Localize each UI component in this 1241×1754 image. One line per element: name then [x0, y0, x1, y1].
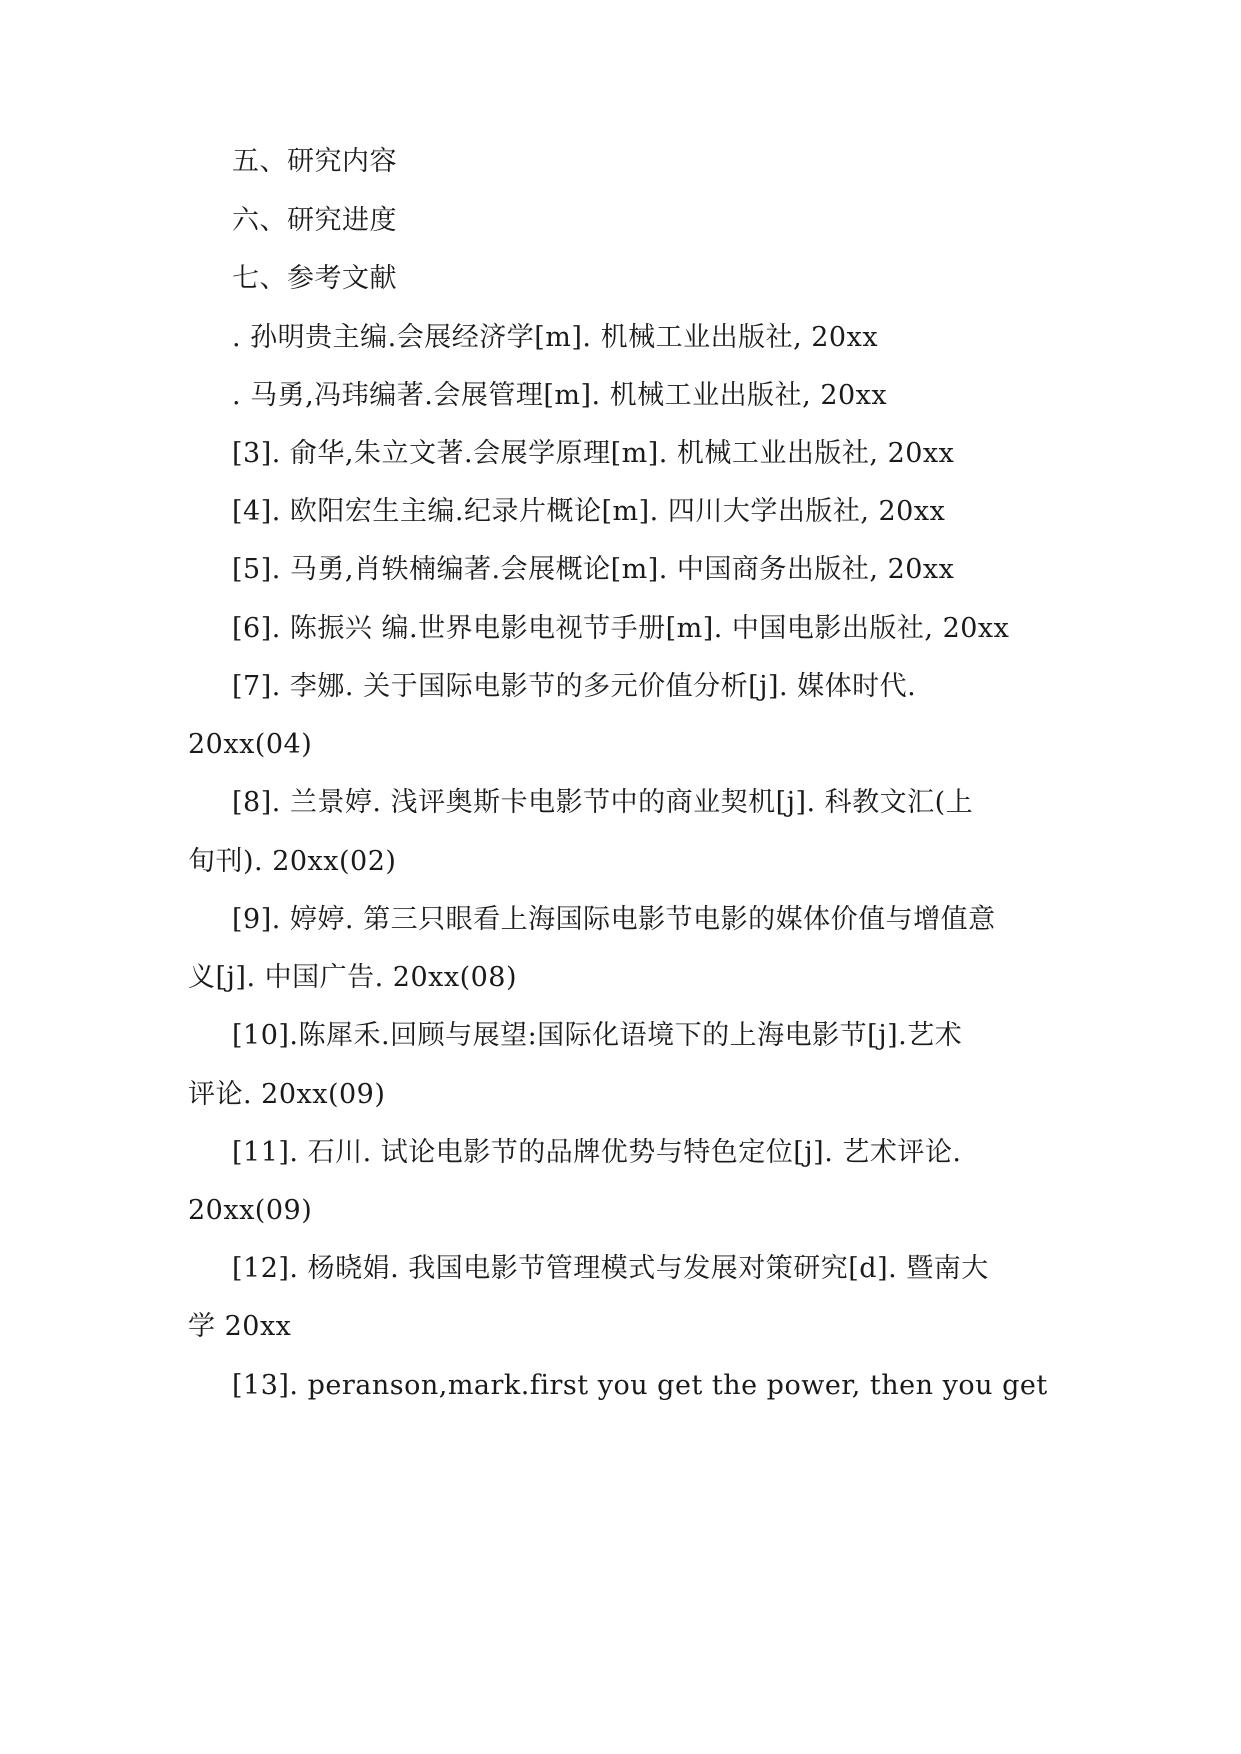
reference-7-continued: 20xx(04): [188, 729, 313, 760]
heading-research-content: 五、研究内容: [232, 146, 397, 177]
reference-8-continued: 旬刊). 20xx(02): [188, 846, 397, 877]
reference-2: . 马勇,冯玮编著.会展管理[m]. 机械工业出版社, 20xx: [232, 380, 888, 411]
reference-13: [13]. peranson,mark.first you get the power, then you get: [232, 1370, 1048, 1401]
reference-9: [9]. 婷婷. 第三只眼看上海国际电影节电影的媒体价值与增值意: [232, 904, 996, 935]
reference-1: . 孙明贵主编.会展经济学[m]. 机械工业出版社, 20xx: [232, 322, 879, 353]
reference-4: [4]. 欧阳宏生主编.纪录片概论[m]. 四川大学出版社, 20xx: [232, 496, 946, 527]
reference-9-continued: 义[j]. 中国广告. 20xx(08): [188, 962, 518, 993]
reference-10: [10].陈犀禾.回顾与展望:国际化语境下的上海电影节[j].艺术: [232, 1020, 963, 1051]
reference-5: [5]. 马勇,肖轶楠编著.会展概论[m]. 中国商务出版社, 20xx: [232, 554, 955, 585]
reference-12: [12]. 杨晓娟. 我国电影节管理模式与发展对策研究[d]. 暨南大: [232, 1253, 989, 1284]
reference-8: [8]. 兰景婷. 浅评奥斯卡电影节中的商业契机[j]. 科教文汇(上: [232, 787, 974, 818]
reference-11-continued: 20xx(09): [188, 1195, 313, 1226]
reference-7: [7]. 李娜. 关于国际电影节的多元价值分析[j]. 媒体时代.: [232, 671, 917, 702]
reference-12-continued: 学 20xx: [188, 1311, 292, 1342]
reference-3: [3]. 俞华,朱立文著.会展学原理[m]. 机械工业出版社, 20xx: [232, 438, 955, 469]
heading-research-progress: 六、研究进度: [232, 205, 397, 236]
heading-references: 七、参考文献: [232, 263, 397, 294]
reference-11: [11]. 石川. 试论电影节的品牌优势与特色定位[j]. 艺术评论.: [232, 1137, 962, 1168]
reference-10-continued: 评论. 20xx(09): [188, 1079, 386, 1110]
reference-6: [6]. 陈振兴 编.世界电影电视节手册[m]. 中国电影出版社, 20xx: [232, 613, 1010, 644]
